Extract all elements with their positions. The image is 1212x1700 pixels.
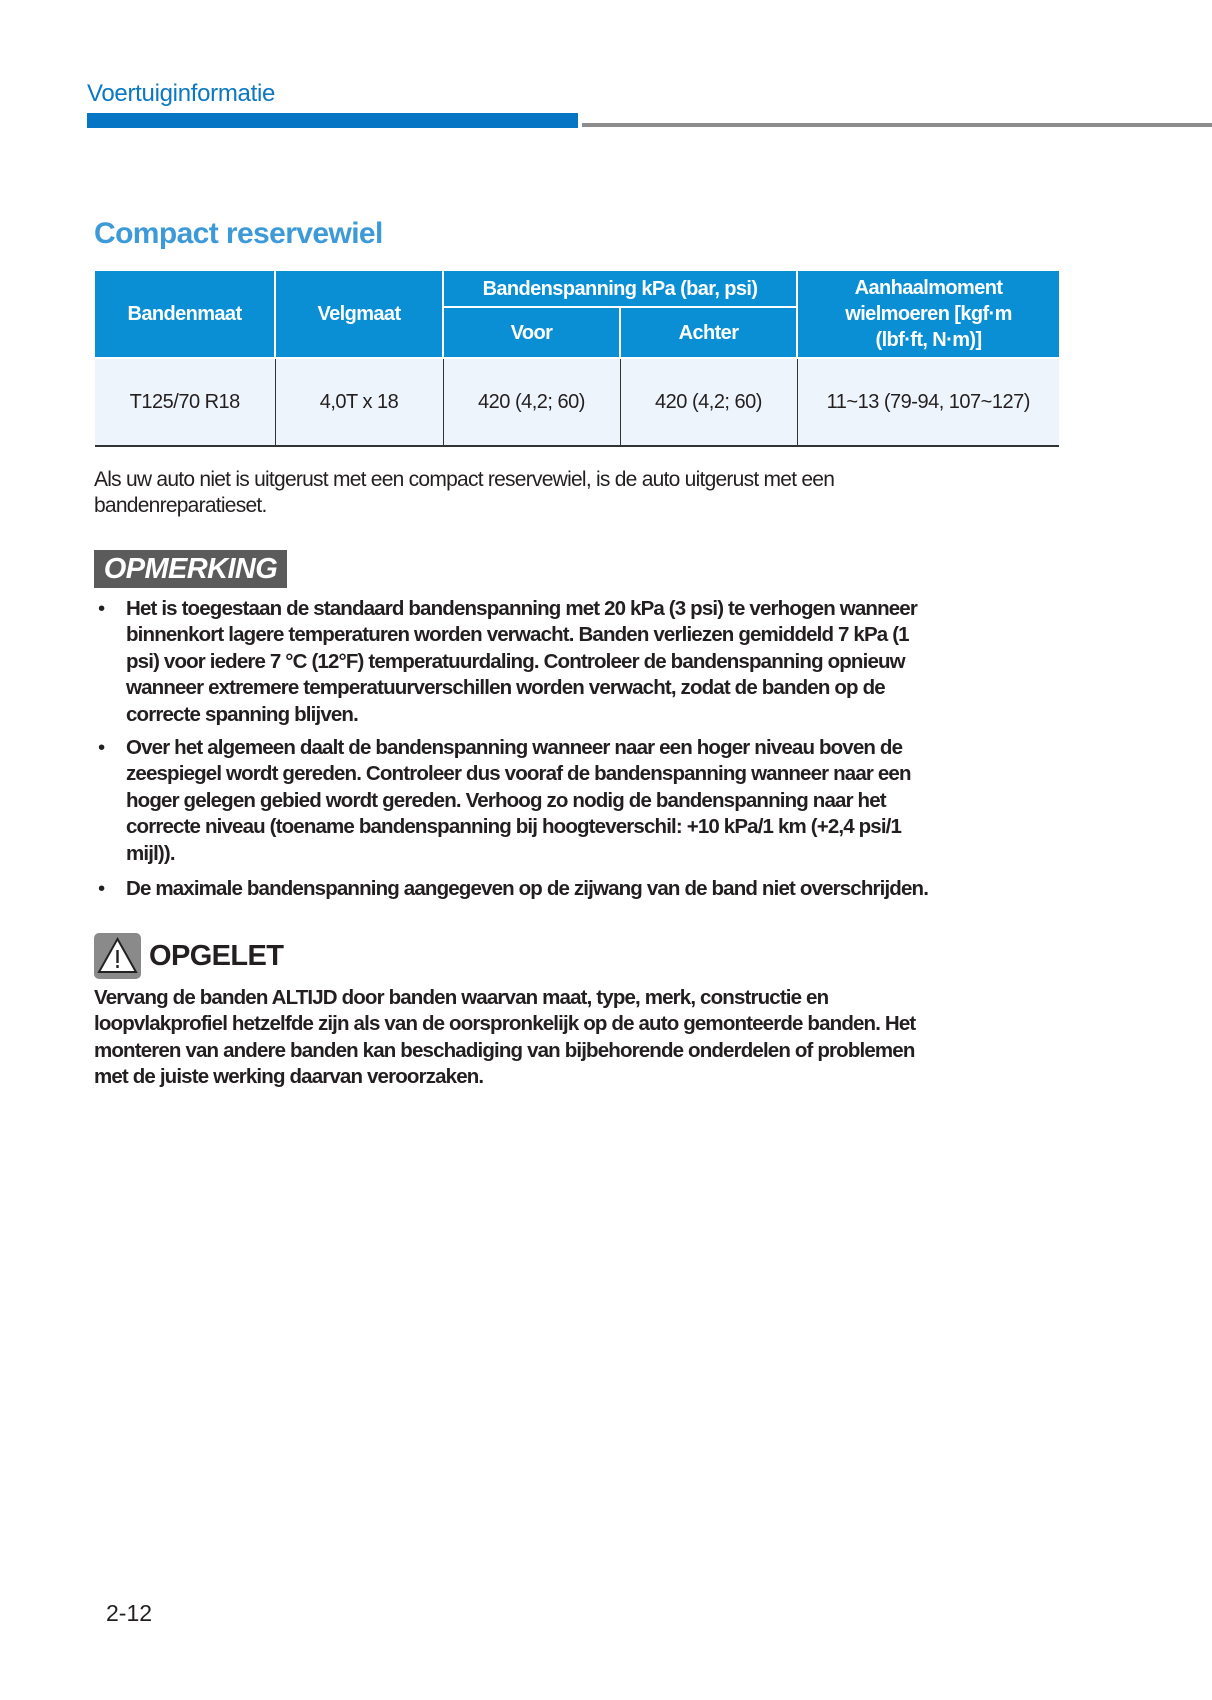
note-label: OPMERKING: [94, 550, 287, 588]
col-header-tire-size: Bandenmaat: [95, 271, 275, 358]
intro-line: bandenreparatieset.: [94, 494, 267, 517]
page-title: Compact reservewiel: [94, 217, 383, 250]
torque-header-line: Aanhaalmoment: [854, 277, 1003, 299]
spare-tire-table: [95, 271, 1059, 447]
page-number: 2-12: [106, 1600, 153, 1626]
cell-rim-size: 4,0T x 18: [275, 358, 443, 446]
col-header-rear: Achter: [620, 307, 797, 358]
bullet-line: zeespiegel wordt gereden. Controleer dus vooraf de bandenspanning wanneer naar een: [126, 762, 911, 786]
cell-front-pressure: 420 (4,2; 60): [443, 358, 620, 446]
warning-triangle-icon: [94, 933, 141, 979]
caution-line: Vervang de banden ALTIJD door banden waarvan maat, type, merk, constructie en: [94, 986, 829, 1009]
intro-paragraph: [94, 467, 834, 519]
caution-line: loopvlakprofiel hetzelfde zijn als van de oorspronkelijk op de auto gemonteerde banden. Het: [94, 1012, 916, 1036]
note-bullet-item: [98, 735, 911, 867]
bullet-icon: •: [98, 597, 105, 620]
intro-line: Als uw auto niet is uitgerust met een compact reservewiel, is de auto uitgerust met een: [94, 468, 835, 491]
bullet-line: mijl)).: [126, 841, 175, 865]
caution-label: OPGELET: [149, 940, 284, 972]
note-bullet-item: [98, 876, 928, 902]
bullet-icon: •: [98, 877, 105, 900]
table-row: [95, 358, 1059, 446]
bullet-line: hoger gelegen gebied wordt gereden. Verhoog zo nodig de bandenspanning naar het: [126, 788, 886, 812]
caution-paragraph: [94, 985, 915, 1091]
note-bullet-item: [98, 596, 917, 728]
col-header-rim-size: Velgmaat: [275, 271, 443, 358]
col-header-front: Voor: [443, 307, 620, 358]
cell-torque: 11~13 (79-94, 107~127): [797, 358, 1059, 446]
torque-header-line: (lbf·ft, N·m)]: [875, 329, 982, 351]
caution-line: met de juiste werking daarvan veroorzaken.: [94, 1065, 484, 1089]
bullet-line: psi) voor iedere 7 °C (12°F) temperatuurdaling. Controleer de bandenspanning opnieuw: [126, 649, 905, 673]
bullet-line: De maximale bandenspanning aangegeven op de zijwang van de band niet overschrijden.: [126, 877, 929, 900]
header-divider: [582, 123, 1212, 127]
caution-line: monteren van andere banden kan beschadiging van bijbehorende onderdelen of problemen: [94, 1038, 915, 1062]
col-header-torque: [797, 271, 1059, 358]
cell-tire-size: T125/70 R18: [95, 358, 275, 446]
bullet-line: wanneer extremere temperatuurverschillen worden verwacht, zodat de banden op de: [126, 676, 885, 700]
header-accent-bar: [87, 113, 578, 128]
cell-rear-pressure: 420 (4,2; 60): [620, 358, 797, 446]
torque-header-line: wielmoeren [kgf·m: [845, 303, 1012, 325]
section-header: Voertuiginformatie: [87, 80, 276, 107]
bullet-line: correcte spanning blijven.: [126, 702, 358, 726]
col-header-pressure: Bandenspanning kPa (bar, psi): [443, 271, 797, 307]
bullet-line: Over het algemeen daalt de bandenspanning wanneer naar een hoger niveau boven de: [126, 736, 903, 759]
bullet-line: Het is toegestaan de standaard bandenspanning met 20 kPa (3 psi) te verhogen wanneer: [126, 597, 917, 620]
bullet-icon: •: [98, 736, 105, 759]
bullet-line: binnenkort lagere temperaturen worden verwacht. Banden verliezen gemiddeld 7 kPa (1: [126, 623, 909, 647]
bullet-line: correcte niveau (toename bandenspanning bij hoogteverschil: +10 kPa/1 km (+2,4 psi/1: [126, 815, 902, 839]
